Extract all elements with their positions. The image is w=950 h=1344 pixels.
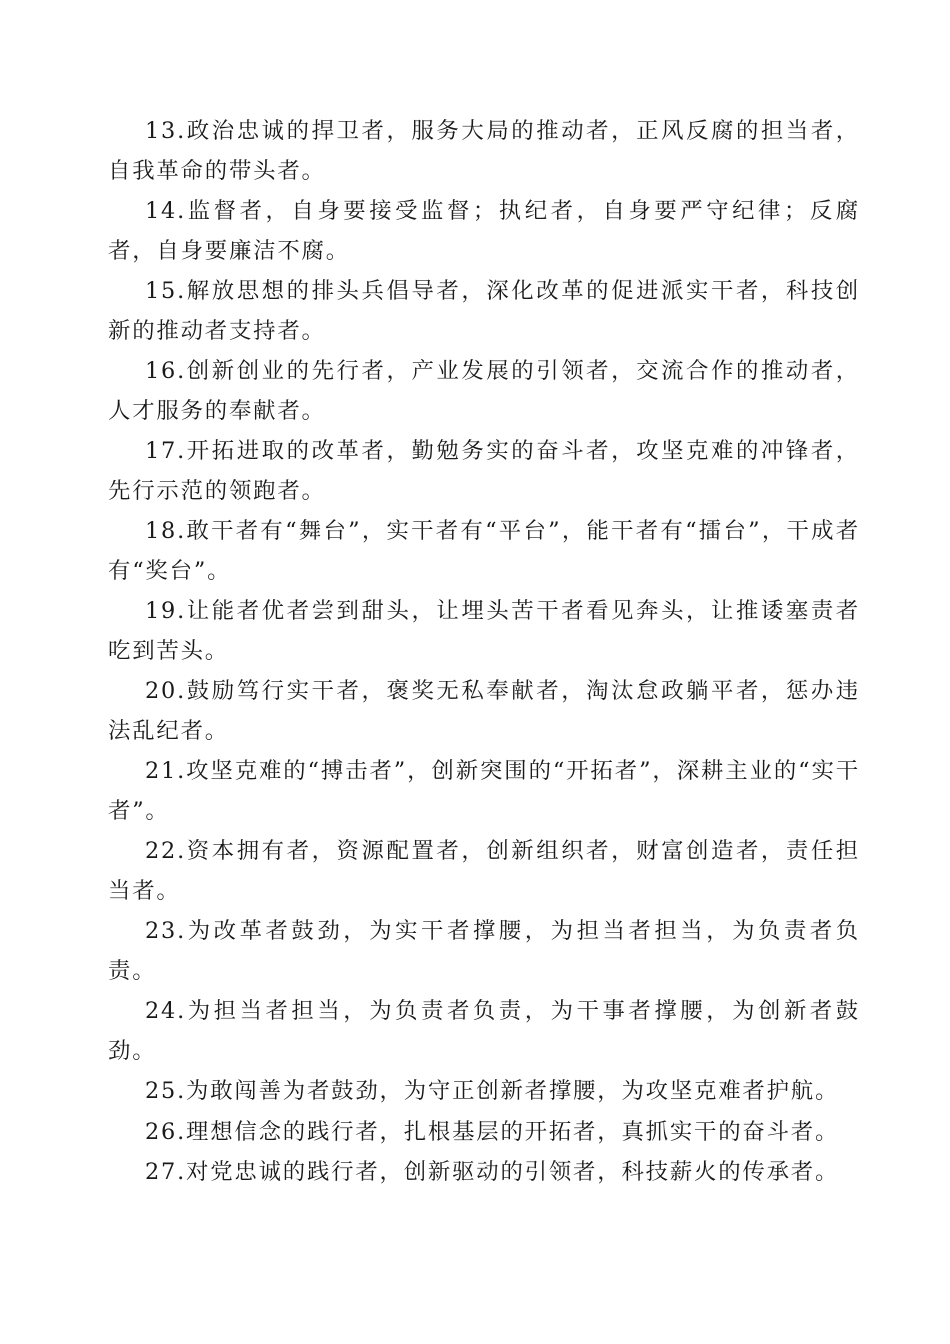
list-item-27: 27.对党忠诚的践行者，创新驱动的引领者，科技薪火的传承者。 bbox=[145, 1159, 840, 1185]
list-item-18: 18.敢干者有“舞台”，实干者有“平台”，能干者有“擂台”，干成者有“奖台”。 bbox=[108, 518, 860, 584]
list-item-14: 14.监督者，自身要接受监督；执纪者，自身要严守纪律；反腐者，自身要廉洁不腐。 bbox=[108, 198, 860, 264]
list-item-23: 23.为改革者鼓劲，为实干者撑腰，为担当者担当，为负责者负责。 bbox=[108, 918, 860, 984]
list-item-21: 21.攻坚克难的“搏击者”，创新突围的“开拓者”，深耕主业的“实干者”。 bbox=[108, 758, 860, 824]
list-item-24: 24.为担当者担当，为负责者负责，为干事者撑腰，为创新者鼓劲。 bbox=[108, 998, 860, 1064]
list-item-20: 20.鼓励笃行实干者，褒奖无私奉献者，淘汰怠政躺平者，惩办违法乱纪者。 bbox=[108, 678, 860, 744]
list-item-15: 15.解放思想的排头兵倡导者，深化改革的促进派实干者，科技创新的推动者支持者。 bbox=[108, 278, 860, 344]
list-item-25: 25.为敢闯善为者鼓劲，为守正创新者撑腰，为攻坚克难者护航。 bbox=[145, 1078, 840, 1104]
document-body bbox=[108, 112, 860, 1194]
list-item-17: 17.开拓进取的改革者，勤勉务实的奋斗者，攻坚克难的冲锋者，先行示范的领跑者。 bbox=[108, 438, 860, 504]
list-item-16: 16.创新创业的先行者，产业发展的引领者，交流合作的推动者，人才服务的奉献者。 bbox=[108, 358, 860, 424]
list-item-22: 22.资本拥有者，资源配置者，创新组织者，财富创造者，责任担当者。 bbox=[108, 838, 860, 904]
list-item-19: 19.让能者优者尝到甜头，让埋头苦干者看见奔头，让推诿塞责者吃到苦头。 bbox=[108, 598, 860, 664]
list-item-13: 13.政治忠诚的捍卫者，服务大局的推动者，正风反腐的担当者，自我革命的带头者。 bbox=[108, 118, 860, 184]
list-item-26: 26.理想信念的践行者，扎根基层的开拓者，真抓实干的奋斗者。 bbox=[145, 1118, 840, 1145]
